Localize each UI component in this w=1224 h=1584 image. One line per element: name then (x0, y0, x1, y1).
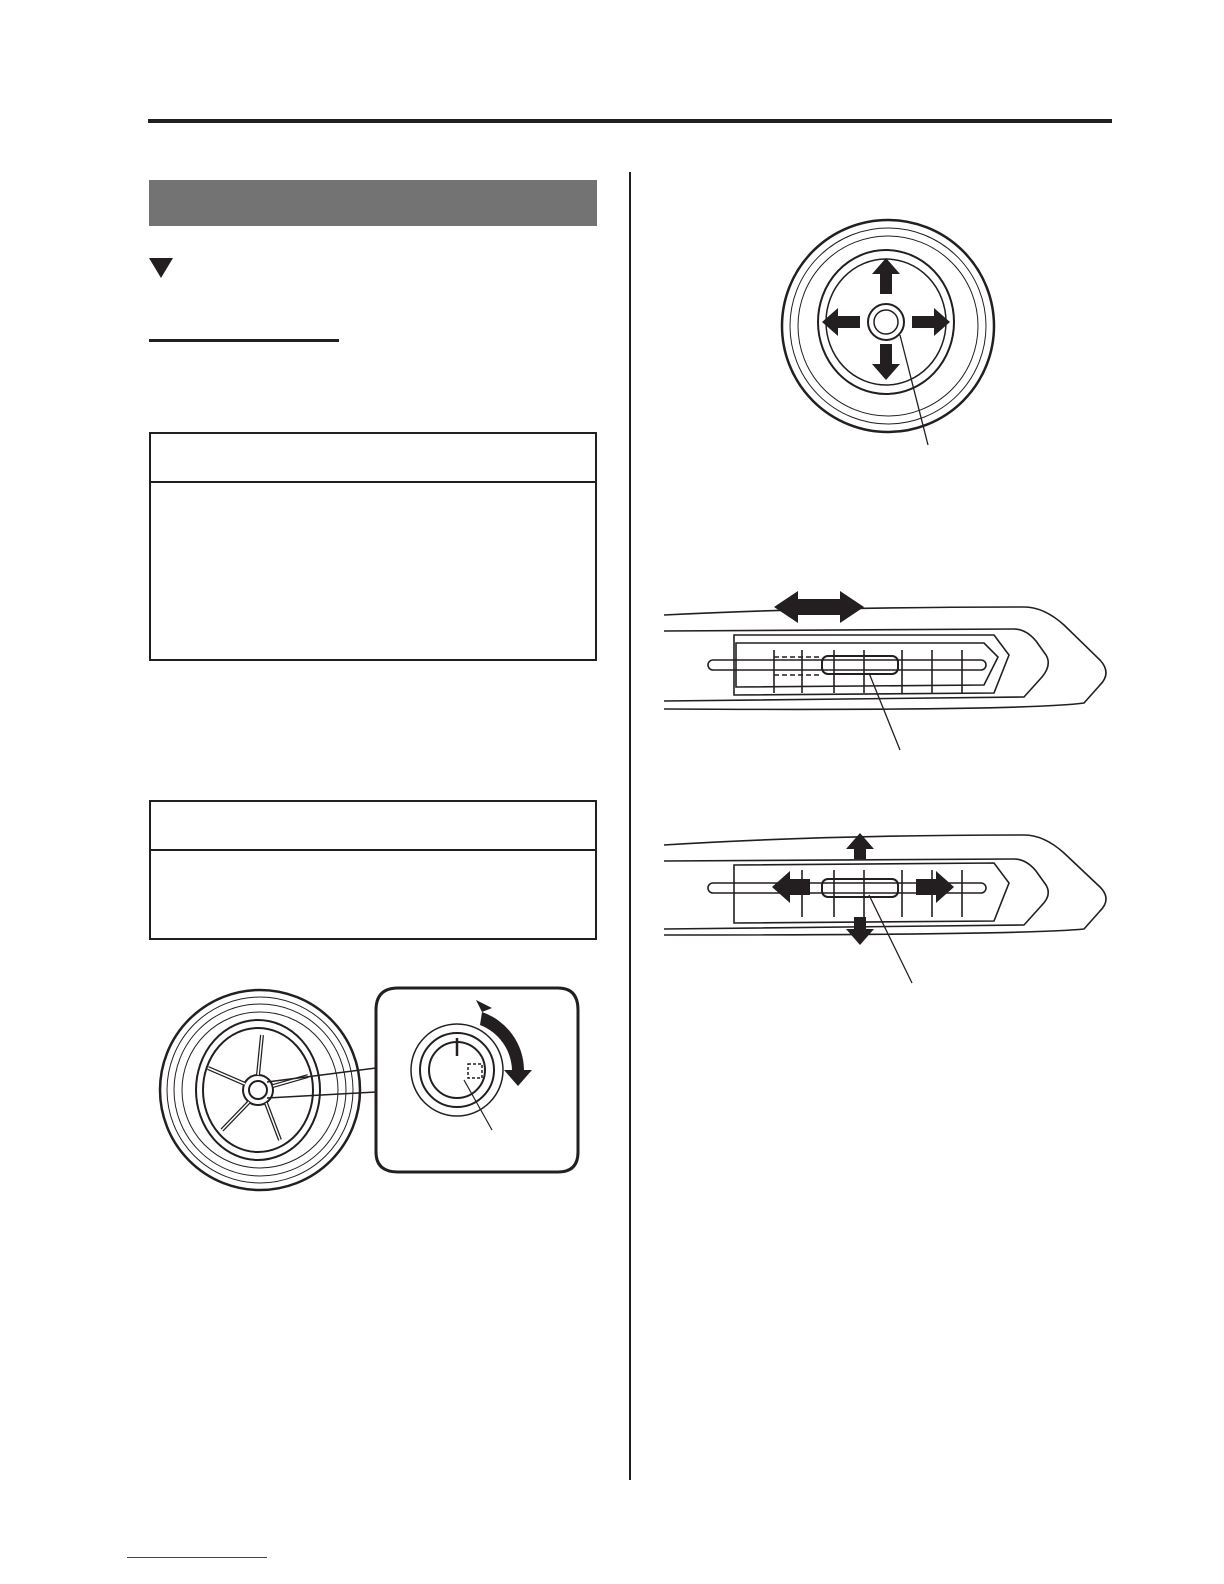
header-rule (148, 119, 1112, 123)
caution-box-divider (151, 481, 595, 483)
subsection-heading-underline (149, 339, 339, 342)
side-vent-direction-illustration (664, 825, 1114, 985)
note-box (149, 800, 597, 940)
column-divider (629, 172, 631, 1480)
note-box-divider (151, 849, 595, 851)
footer-link-underline[interactable] (127, 1557, 267, 1558)
round-vent-direction-illustration (778, 220, 998, 460)
triangle-bullet-icon (149, 258, 173, 278)
caution-box (149, 432, 597, 661)
section-title-banner (149, 180, 597, 226)
round-vent-shutoff-illustration (150, 980, 590, 1220)
side-vent-slide-illustration (664, 585, 1114, 755)
